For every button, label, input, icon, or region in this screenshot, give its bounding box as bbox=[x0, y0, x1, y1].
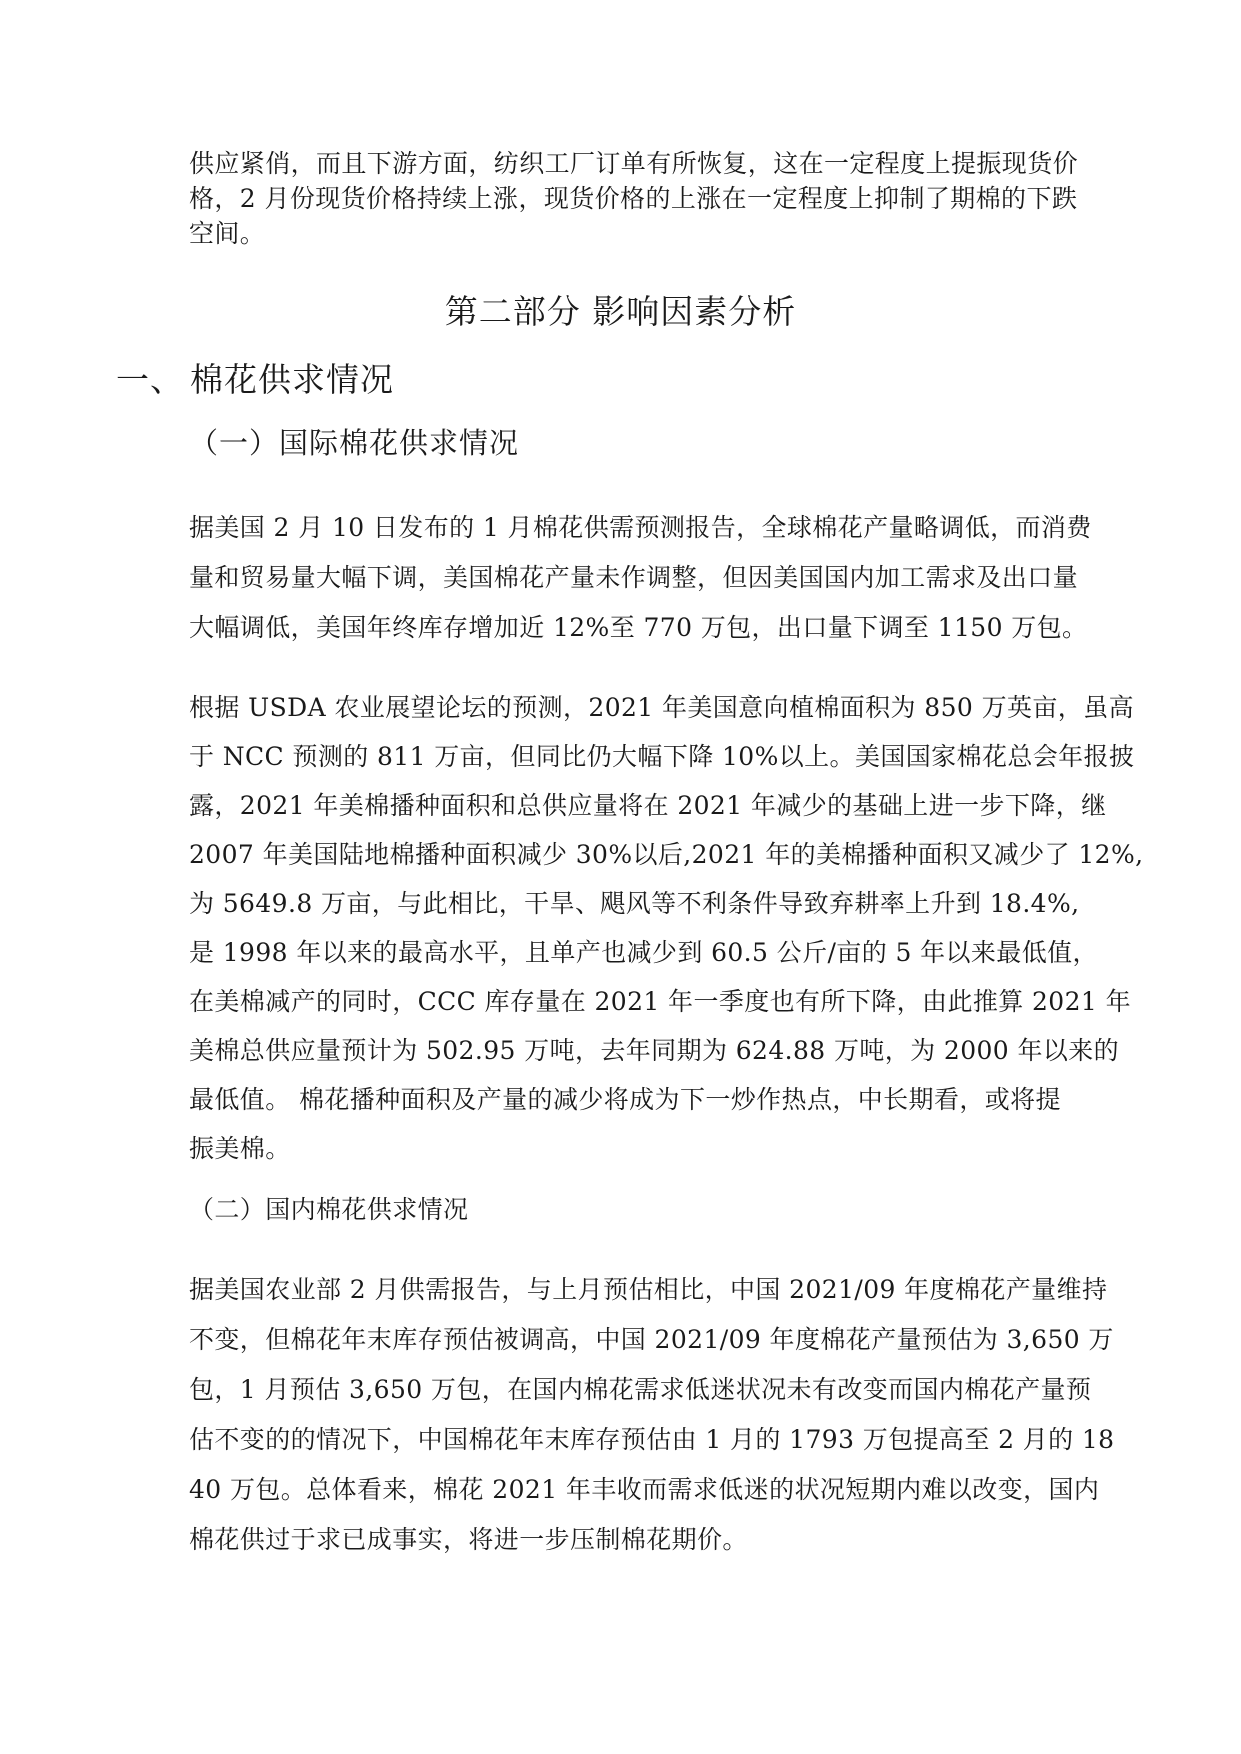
para3-line-6: 棉花供过于求已成事实，将进一步压制棉花期价。 bbox=[189, 1525, 748, 1554]
para2-line-4: 2007 年美国陆地棉播种面积减少 30%以后,2021 年的美棉播种面积又减少了 12%, bbox=[189, 840, 1144, 869]
part-heading: 第二部分 影响因素分析 bbox=[444, 292, 797, 331]
para2-line-7: 在美棉减产的同时，CCC 库存量在 2021 年一季度也有所下降，由此推算 2021 年 bbox=[189, 987, 1131, 1016]
section-number: 一、 bbox=[116, 360, 184, 399]
para3-line-1: 据美国农业部 2 月供需报告，与上月预估相比，中国 2021/09 年度棉花产量维持 bbox=[189, 1275, 1108, 1304]
intro-line-3: 空间。 bbox=[189, 219, 266, 248]
para2-line-3: 露，2021 年美棉播种面积和总供应量将在 2021 年减少的基础上进一步下降，继 bbox=[189, 791, 1107, 820]
para2-line-10: 振美棉。 bbox=[189, 1134, 291, 1163]
para1-line-3: 大幅调低，美国年终库存增加近 12%至 770 万包，出口量下调至 1150 万包。 bbox=[189, 613, 1088, 642]
para3-line-3: 包，1 月预估 3,650 万包，在国内棉花需求低迷状况未有改变而国内棉花产量预 bbox=[189, 1375, 1092, 1404]
para3-line-4: 估不变的的情况下，中国棉花年末库存预估由 1 月的 1793 万包提高至 2 月的 18 bbox=[189, 1425, 1115, 1454]
section-heading bbox=[116, 360, 394, 400]
intro-line-2: 格，2 月份现货价格持续上涨，现货价格的上涨在一定程度上抑制了期棉的下跌 bbox=[189, 184, 1078, 213]
para3-line-5: 40 万包。总体看来，棉花 2021 年丰收而需求低迷的状况短期内难以改变，国内 bbox=[189, 1475, 1100, 1504]
para2-line-6: 是 1998 年以来的最高水平，且单产也减少到 60.5 公斤/亩的 5 年以来最低值， bbox=[189, 938, 1098, 967]
para2-line-1: 根据 USDA 农业展望论坛的预测，2021 年美国意向植棉面积为 850 万英亩，虽高 bbox=[189, 693, 1134, 722]
intro-line-1: 供应紧俏，而且下游方面，纺织工厂订单有所恢复，这在一定程度上提振现货价 bbox=[189, 149, 1079, 178]
para2-line-5: 为 5649.8 万亩，与此相比，干旱、飓风等不利条件导致弃耕率上升到 18.4%, bbox=[189, 889, 1080, 918]
para1-line-1: 据美国 2 月 10 日发布的 1 月棉花供需预测报告，全球棉花产量略调低，而消费 bbox=[189, 513, 1092, 542]
subsection-heading-international: （一）国际棉花供求情况 bbox=[189, 426, 520, 460]
para3-line-2: 不变，但棉花年末库存预估被调高，中国 2021/09 年度棉花产量预估为 3,650 万 bbox=[189, 1325, 1114, 1354]
subsection-heading-domestic: （二）国内棉花供求情况 bbox=[189, 1195, 469, 1224]
section-title: 棉花供求情况 bbox=[190, 360, 394, 399]
para2-line-9: 最低值。 棉花播种面积及产量的减少将成为下一炒作热点，中长期看，或将提 bbox=[189, 1085, 1061, 1114]
para2-line-8: 美棉总供应量预计为 502.95 万吨，去年同期为 624.88 万吨，为 2000 年以来的 bbox=[189, 1036, 1120, 1065]
para1-line-2: 量和贸易量大幅下调，美国棉花产量未作调整，但因美国国内加工需求及出口量 bbox=[189, 563, 1079, 592]
para2-line-2: 于 NCC 预测的 811 万亩，但同比仍大幅下降 10%以上。美国国家棉花总会年报披 bbox=[189, 742, 1135, 771]
